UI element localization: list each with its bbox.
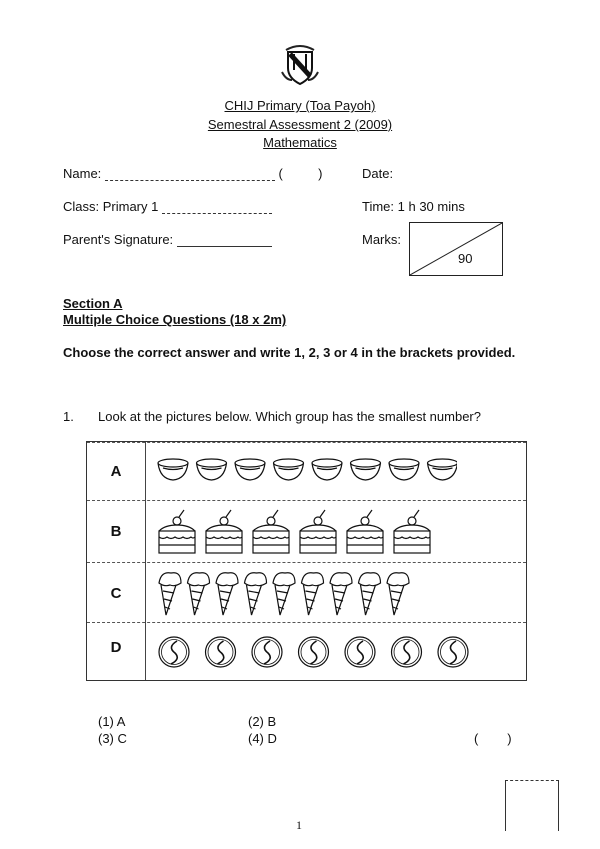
marble-icon <box>252 637 282 667</box>
bowl-icon <box>351 459 381 480</box>
table-row-d <box>87 622 526 681</box>
cake-icon <box>300 510 336 553</box>
bowl-icon <box>428 459 458 480</box>
table-row-a <box>87 442 526 501</box>
marks-total: 90 <box>458 251 473 266</box>
date-label: Date: <box>362 166 394 181</box>
ice-cream-icon <box>273 573 295 615</box>
question-text: Look at the pictures below. Which group has the smallest number? <box>98 409 481 424</box>
bowl-icon <box>389 459 419 480</box>
cake-group <box>157 509 457 557</box>
instruction-text: Choose the correct answer and write 1, 2, 3 or 4 in the brackets provided. <box>63 345 516 360</box>
class-label: Class: Primary 1 <box>63 199 159 214</box>
marble-icon <box>392 637 422 667</box>
signature-field <box>63 232 272 247</box>
row-label-d: D <box>110 639 122 656</box>
marble-group <box>157 635 477 671</box>
bowl-group <box>157 457 457 487</box>
cake-icon <box>394 510 430 553</box>
option-1: (1) A <box>98 714 126 729</box>
option-2: (2) B <box>248 714 277 729</box>
ice-cream-icon <box>330 573 352 615</box>
school-crest <box>280 40 320 91</box>
section-title: Section A <box>63 296 123 311</box>
option-3: (3) C <box>98 731 127 746</box>
class-field <box>63 199 272 214</box>
cake-icon <box>206 510 242 553</box>
table-row-c <box>87 562 526 623</box>
bowl-icon <box>235 459 265 480</box>
name-line <box>105 180 275 181</box>
ice-cream-icon <box>159 573 181 615</box>
school-name: CHIJ Primary (Toa Payoh) <box>224 98 376 113</box>
cake-icon <box>159 510 195 553</box>
subject-title: Mathematics <box>263 135 337 150</box>
name-paren-open: ( <box>278 166 283 181</box>
row-label-b: B <box>110 523 122 540</box>
bowl-icon <box>197 459 227 480</box>
marks-diagonal <box>410 223 502 275</box>
ice-cream-group <box>157 569 457 619</box>
marble-icon <box>345 637 375 667</box>
table-row-b <box>87 500 526 563</box>
row-label-c: C <box>110 585 122 602</box>
bowl-icon <box>274 459 304 480</box>
signature-label: Parent's Signature: <box>63 232 174 247</box>
assessment-title: Semestral Assessment 2 (2009) <box>207 117 393 132</box>
name-paren-close: ) <box>318 166 323 181</box>
ice-cream-icon <box>302 573 324 615</box>
picture-table <box>86 441 527 681</box>
section-subtitle: Multiple Choice Questions (18 x 2m) <box>63 312 287 327</box>
cake-icon <box>253 510 289 553</box>
marble-icon <box>438 637 468 667</box>
page-number: 1 <box>296 818 302 832</box>
marks-box <box>409 222 503 276</box>
cake-icon <box>347 510 383 553</box>
time-label: Time: 1 h 30 mins <box>362 199 465 214</box>
marks-corner-box <box>505 780 559 831</box>
marble-icon <box>206 637 236 667</box>
ice-cream-icon <box>245 573 267 615</box>
question-number: 1. <box>63 409 74 424</box>
class-line <box>162 213 272 214</box>
signature-line <box>177 246 272 247</box>
bowl-icon <box>158 459 188 480</box>
name-field <box>63 166 322 181</box>
name-label: Name: <box>63 166 102 181</box>
marble-icon <box>299 637 329 667</box>
ice-cream-icon <box>216 573 238 615</box>
marble-icon <box>159 637 189 667</box>
ice-cream-icon <box>387 573 409 615</box>
option-4: (4) D <box>248 731 277 746</box>
marks-label: Marks: <box>362 232 401 247</box>
ice-cream-icon <box>359 573 381 615</box>
ice-cream-icon <box>188 573 210 615</box>
answer-bracket[interactable]: ( ) <box>474 731 512 746</box>
bowl-icon <box>312 459 342 480</box>
row-label-a: A <box>110 463 122 480</box>
